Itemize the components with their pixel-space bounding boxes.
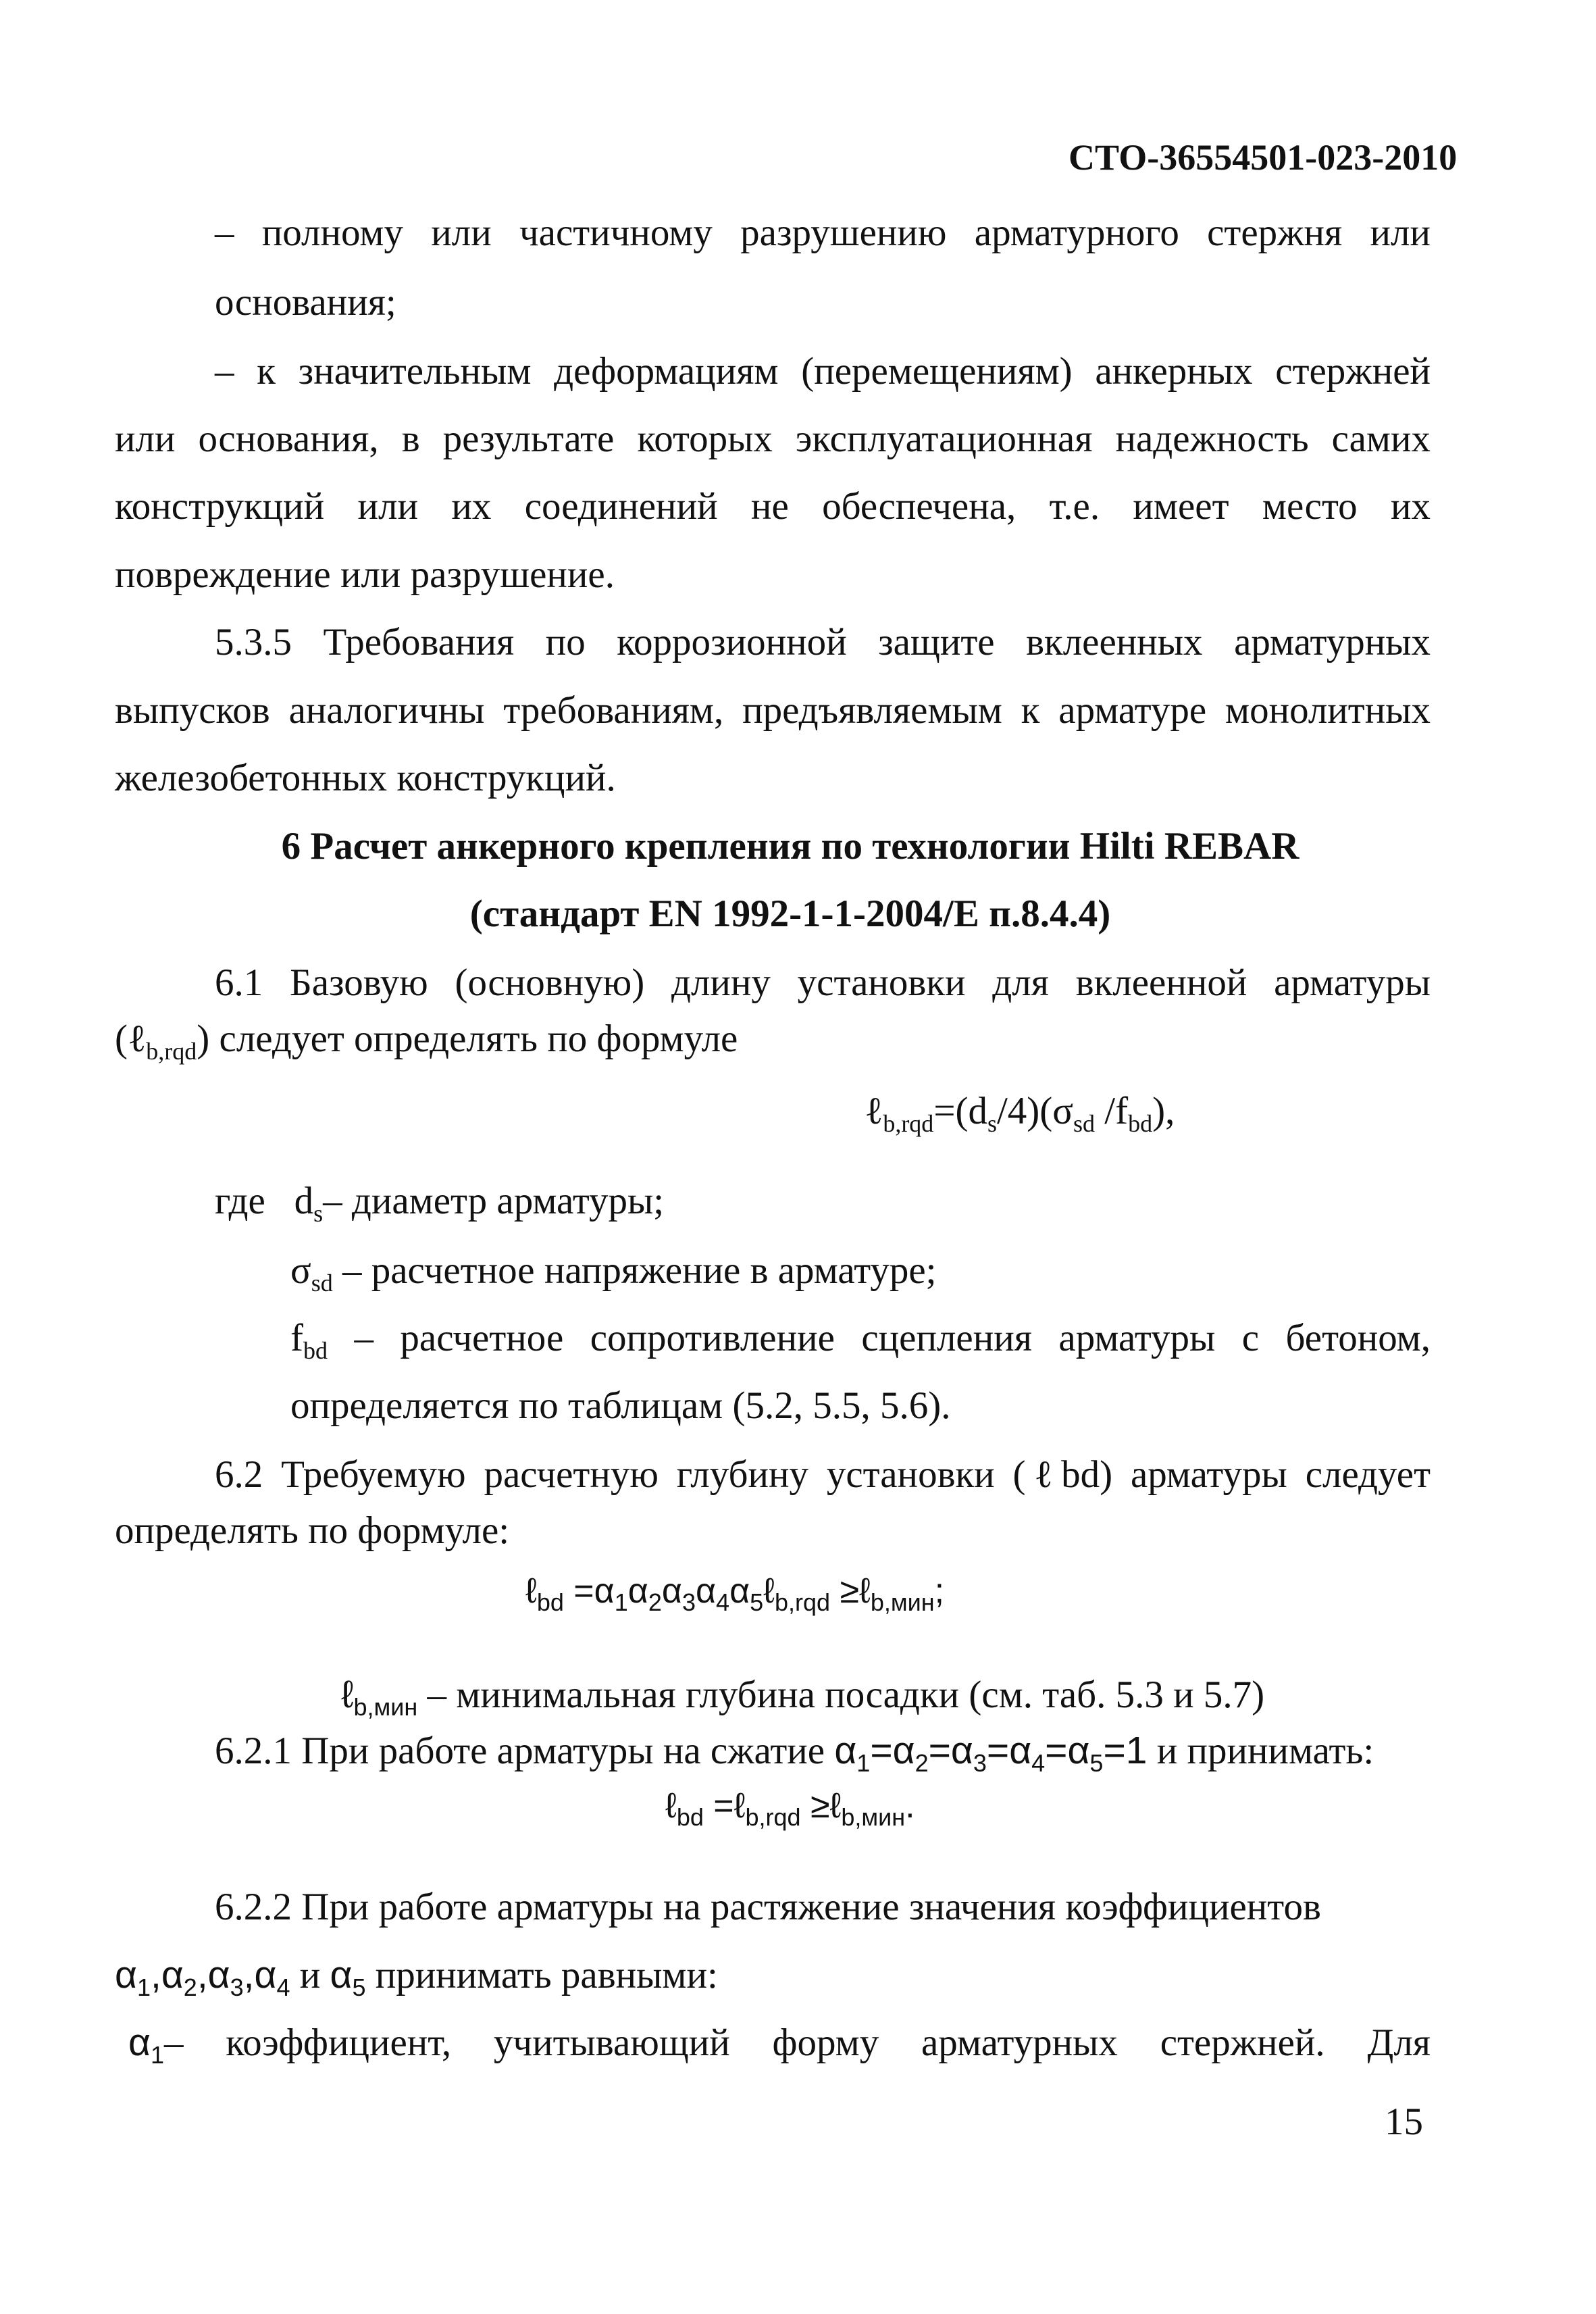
where-fbd-line2: определяется по таблицам (5.2, 5.5, 5.6). [290, 1384, 951, 1427]
p62-line2: определять по формуле: [115, 1509, 510, 1552]
section6-title-line1: 6 Расчет анкерного крепления по технологии Hilti REBAR [281, 825, 1299, 867]
para2-line4: повреждение или разрушение. [115, 553, 615, 596]
para2-line2: или основания, в результате которых эксплуатационная надежность самих [115, 418, 1431, 460]
section6-title-line2: (стандарт EN 1992-1-1-2004/E п.8.4.4) [469, 892, 1111, 935]
para2-line1: – к значительным деформациям (перемещениям) анкерных стержней [215, 350, 1431, 393]
where-fbd-line1: $f_{bd}$ – расчетное сопротивление сцепления арматуры с бетоном, [290, 1317, 1431, 1364]
para1-line2: основания; [215, 281, 396, 324]
para3-line1: 5.3.5 Требования по коррозионной защите вклеенных арматурных [215, 621, 1431, 663]
lb-min-definition: ℓ$_{b,мин}$ – минимальная глубина посадки (см. таб. 5.3 и 5.7) [341, 1673, 1265, 1721]
para3-line2: выпусков аналогичны требованиям, предъявляемым к арматуре монолитных [115, 689, 1431, 732]
document-code: СТО-36554501-023-2010 [1069, 137, 1458, 178]
p61-line1: 6.1 Базовую (основную) длину установки для вклеенной арматуры [215, 961, 1431, 1004]
p622-alpha1-line: $\alpha_1-$ коэффициент, учитывающий форму арматурных стержней. Для [128, 2021, 1431, 2069]
p622-line2: $\alpha_1,\alpha_2,\alpha_3,\alpha_4$ и $\alpha_5$ принимать равными: [115, 1953, 718, 2001]
p621-line1: 6.2.1 При работе арматуры на сжатие $\alpha_1=\alpha_2=\alpha_3=\alpha_4=\alpha_5=1$ и принимать: [215, 1729, 1374, 1777]
para2-line3: конструкций или их соединений не обеспечена, т.е. имеет место их [115, 485, 1431, 528]
where-sigma-line: $\sigma_{sd}$ – расчетное напряжение в арматуре; [290, 1249, 937, 1297]
formula-lbd: ℓ$_{bd}$ $=\alpha_1\alpha_2\alpha_3\alpha_4\alpha_5\ell_{b,rqd}$ ≥ℓ$_{b,мин}$; [525, 1571, 945, 1616]
formula-lbd-compression: ℓ$_{bd}$ =ℓ$_{b,rqd}$ ≥ℓ$_{b,мин}$. [665, 1786, 915, 1831]
para3-line3: железобетонных конструкций. [115, 757, 616, 799]
p61-line2: (ℓ$_{b,rqd}$) следует определять по формуле [115, 1017, 738, 1065]
p622-line1: 6.2.2 При работе арматуры на растяжение значения коэффициентов [215, 1886, 1321, 1928]
para1-line1: – полному или частичному разрушению арматурного стержня или [215, 211, 1431, 254]
p62-line1: 6.2 Требуемую расчетную глубину установки (ℓbd) арматуры следует [215, 1453, 1431, 1496]
formula-lb-rqd: $\ell_{b,rqd}=(d_s/4)(\sigma_{sd}$ $/f_{bd}$), [865, 1090, 1175, 1137]
where-ds-line: где $d_s-$ диаметр арматуры; [215, 1180, 665, 1227]
page-number: 15 [1385, 2101, 1423, 2143]
